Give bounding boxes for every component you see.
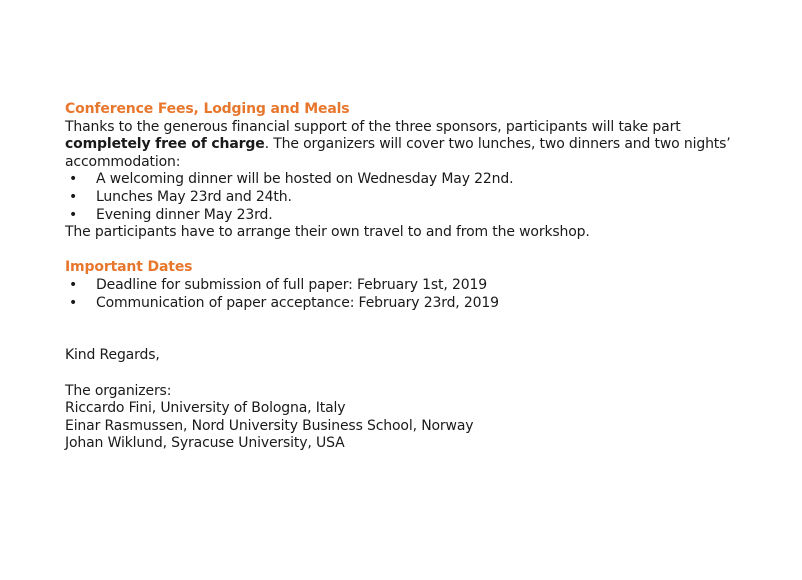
list-item-text: Lunches May 23rd and 24th. [96, 188, 292, 205]
list-item [65, 171, 755, 189]
fees-heading: Conference Fees, Lodging and Meals [65, 101, 350, 117]
bullet-icon: • [69, 276, 78, 293]
bullet-icon: • [69, 171, 78, 188]
list-item-text: Evening dinner May 23rd. [96, 206, 273, 223]
list-item [65, 295, 755, 313]
list-item [65, 207, 755, 225]
free-of-charge-emphasis: completely free of charge [65, 136, 265, 153]
bullet-icon: • [69, 188, 78, 205]
list-item [65, 189, 755, 207]
list-item-text: Communication of paper acceptance: February 23rd, 2019 [96, 294, 499, 311]
organizer-line: Riccardo Fini, University of Bologna, Italy [65, 400, 346, 417]
spacer [65, 312, 755, 347]
organizer-line: Johan Wiklund, Syracuse University, USA [65, 435, 345, 452]
fees-intro-text: Thanks to the generous financial support of the three sponsors, participants will take part [65, 118, 681, 135]
travel-note: The participants have to arrange their own travel to and from the workshop. [65, 224, 590, 241]
list-item [65, 277, 755, 295]
dates-bullet-list [65, 277, 755, 312]
organizers-label: The organizers: [65, 382, 172, 399]
spacer [65, 242, 755, 260]
organizer-line: Einar Rasmussen, Nord University Business School, Norway [65, 417, 474, 434]
document-page [65, 101, 755, 453]
bullet-icon: • [69, 294, 78, 311]
fees-intro-continuation: . The organizers will cover two lunches, two dinners and two nights’ accommodation: [65, 136, 731, 170]
list-item-text: Deadline for submission of full paper: February 1st, 2019 [96, 276, 487, 293]
fees-bullet-list [65, 171, 755, 224]
bullet-icon: • [69, 206, 78, 223]
list-item-text: A welcoming dinner will be hosted on Wednesday May 22nd. [96, 171, 514, 188]
spacer [65, 365, 755, 383]
dates-heading: Important Dates [65, 259, 193, 276]
regards-line: Kind Regards, [65, 347, 160, 364]
fees-intro [65, 119, 755, 172]
